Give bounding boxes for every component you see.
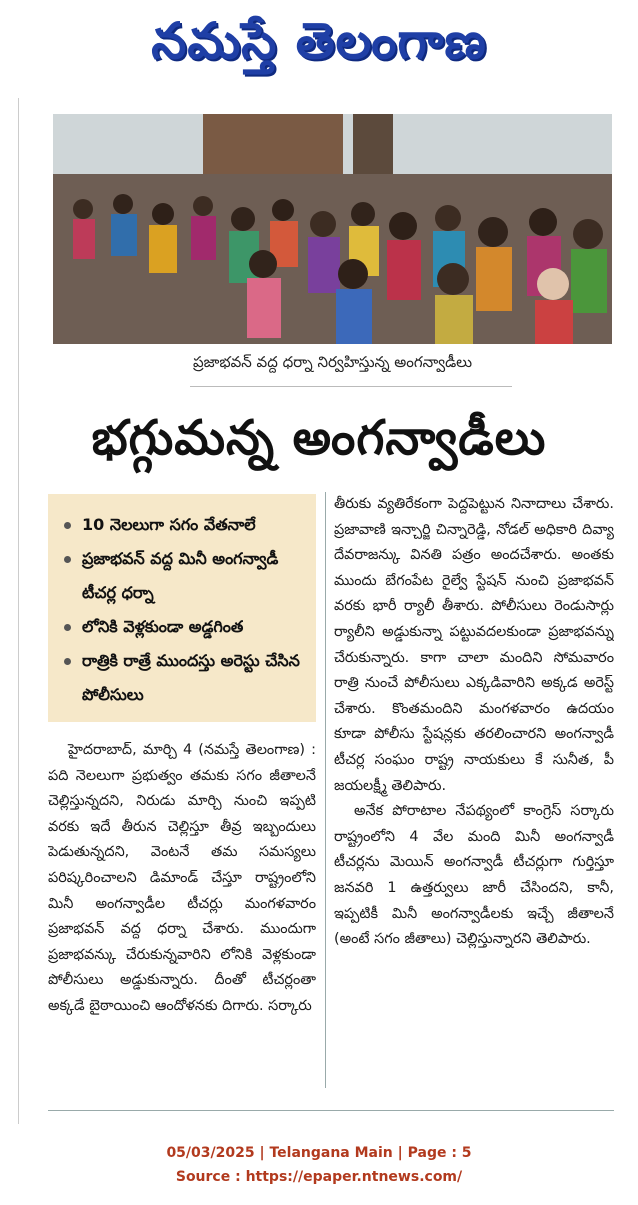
highlights-box xyxy=(48,494,316,722)
article-paragraph: అనేక పోరాటాల నేపథ్యంలో కాంగ్రెస్ సర్కారు రాష్ట్రంలోని 4 వేల మంది మినీ అంగన్వాడీ టీచర్లను మెయిన్ అంగన్వాడీ టీచర్లుగా గుర్తిస్తూ జనవరి 1 ఉత్తర్వులు జారీ చేసిందని, కానీ, ఇప్పటికీ మినీ అంగన్వాడీలకు ఇచ్చే జీతాలనే (అంటే సగం జీతాలు) చెల్లిస్తున్నారని తెలిపారు. xyxy=(334,803,614,948)
article-paragraph: హైదరాబాద్, మార్చి 4 (నమస్తే తెలంగాణ) : పది నెలలుగా ప్రభుత్వం తమకు సగం జీతాలనే చెల్లిస్తున్నదని, నిరుడు మార్చి నుంచి ఇప్పటి వరకు ఇదే తీరున చెల్లిస్తూ తీవ్ర ఇబ్బందులు పెడుతున్నదని, వెంటనే తమ సమస్యలు పరిష్కరించాలని డిమాండ్ చేస్తూ రాష్ట్రంలోని మినీ అంగన్వాడీల టీచర్లు మంగళవారం ప్రజాభవన్ వద్ద ధర్నా చేశారు. ముందుగా ప్రజాభవన్కు చేరుకున్నవారిని లోనికి వెళ్లకుండా పోలీసులు అడ్డుకున్నారు. దీంతో టీచర్లంతా అక్కడే బైఠాయించి ఆందోళనకు దిగారు. సర్కారు xyxy=(48,742,316,1014)
article-headline: భగ్గుమన్న అంగన్వాడీలు xyxy=(91,410,547,466)
photo-caption: ప్రజాభవన్ వద్ద ధర్నా నిర్వహిస్తున్న అంగన్వాడీలు xyxy=(192,353,473,371)
page-edge-rule xyxy=(18,98,19,1124)
column-divider xyxy=(325,492,326,1088)
article-bottom-rule xyxy=(48,1110,614,1111)
protest-crowd-image xyxy=(53,114,612,344)
masthead-title: నమస్తే తెలంగాణ xyxy=(151,12,487,70)
article-paragraph: తీరుకు వ్యతిరేకంగా పెద్దపెట్టున నినాదాలు చేశారు. ప్రజావాణి ఇన్చార్జి చిన్నారెడ్డి, నోడల్ అధికారి దివ్యా దేవరాజన్కు వినతి పత్రం అందచేశారు. అంతకు ముందు బేగంపేట రైల్వే స్టేషన్ నుంచి ప్రజాభవన్ వరకు భారీ ర్యాలీ తీశారు. పోలీసులు రెండుసార్లు ర్యాలీని అడ్డుకున్నా పట్టువదలకుండా ప్రజాభవన్ను చేరుకున్నారు. కాగా చాలా మందిని సోమవారం రాత్రి నుంచే పోలీసులు ఎక్కడివారిని అక్కడ అరెస్ట్ చేశారు. కొంతమందిని మంగళవారం ఉదయం కూడా పోలీసు స్టేషన్లకు తరలించారని అంగన్వాడీ టీచర్ల సంఘం రాష్ట్ర నాయకులు కే సునీత, పీ జయలక్ష్మీ తెలిపారు. xyxy=(334,496,614,794)
highlight-item: రాత్రికి రాత్రే ముందస్తు అరెస్టు చేసిన పోలీసులు xyxy=(64,644,304,712)
highlight-item: 10 నెలలుగా సగం వేతనాలే xyxy=(64,508,304,542)
highlight-item: ప్రజాభవన్ వద్ద మినీ అంగన్వాడీ టీచర్ల ధర్నా xyxy=(64,542,304,610)
footer-date-page: 05/03/2025 | Telangana Main | Page : 5 xyxy=(166,1145,472,1161)
article-left-column xyxy=(48,738,316,1088)
article-right-column xyxy=(334,492,614,1086)
footer-source-link[interactable]: Source : https://epaper.ntnews.com/ xyxy=(175,1169,463,1185)
highlight-item: లోనికి వెళ్లకుండా అడ్డగింత xyxy=(64,610,304,644)
news-photo xyxy=(53,114,612,344)
caption-divider xyxy=(190,386,512,387)
